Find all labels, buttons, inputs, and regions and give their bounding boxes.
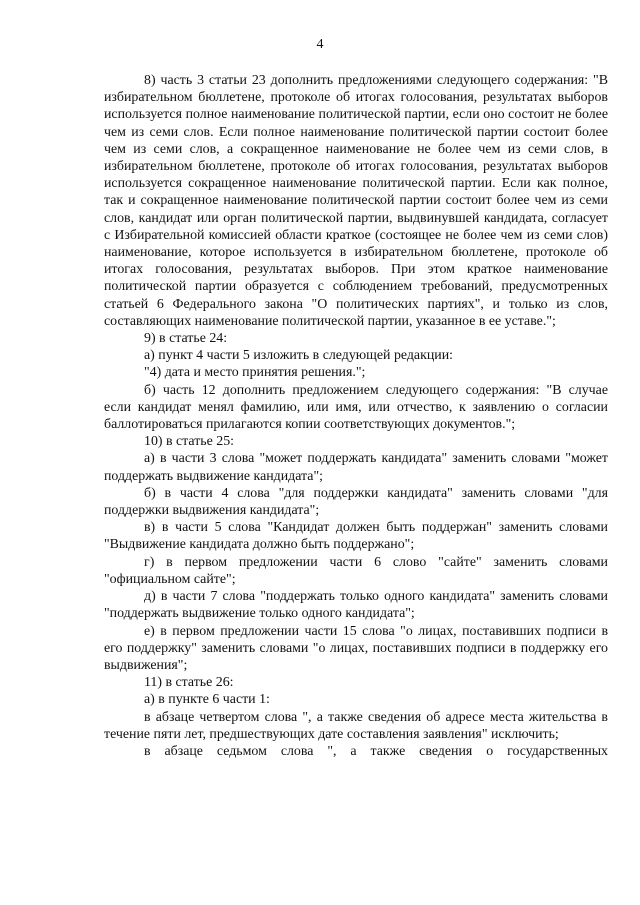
paragraph-amendment-9: 9) в статье 24: (144, 331, 228, 347)
paragraph-item-10f: е) в первом предложении части 15 слова "о лицах, поставивших подписи в его поддержку" заменить словами "о лицах, поставивших подписи в поддержку его выдвижения"; (104, 623, 608, 673)
paragraph-amendment-11: 11) в статье 26: (144, 675, 234, 691)
paragraph-item-11a-abzac-4: в абзаце четвертом слова ", а также сведения об адресе места жительства в течение пяти лет, предшествующих дате составления заявления" исключить; (104, 709, 608, 742)
paragraph-item-11a: а) в пункте 6 части 1: (144, 692, 270, 708)
paragraph-item-11a-abzac-7: в абзаце седьмом слова ", а также сведения о государственных (144, 743, 608, 759)
paragraph-item-10e: д) в части 7 слова "поддержать только одного кандидата" заменить словами "поддержать выдвижение только одного кандидата"; (104, 589, 608, 622)
document-body (104, 72, 608, 760)
paragraph-item-10a: а) в части 3 слова "может поддержать кандидата" заменить словами "может поддержать выдвижение кандидата"; (104, 451, 608, 484)
page-number: 4 (316, 37, 324, 52)
paragraph-item-10d: г) в первом предложении части 6 слово "сайте" заменить словами "официальном сайте"; (104, 554, 608, 587)
paragraph-item-9a-text: "4) дата и место принятия решения."; (144, 365, 366, 381)
paragraph-item-9b: б) часть 12 дополнить предложением следующего содержания: "В случае если кандидат менял фамилию, или имя, или отчество, к заявлению о согласии баллотироваться прилагаются копии соответствующих документов."; (104, 382, 608, 433)
paragraph-amendment-10: 10) в статье 25: (144, 434, 235, 450)
paragraph-item-10b: б) в части 4 слова "для поддержки кандидата" заменить словами "для поддержки выдвижения кандидата"; (104, 485, 608, 519)
paragraph-amendment-8: 8) часть 3 статьи 23 дополнить предложениями следующего содержания: "В избирательном бюллетене, протоколе об итогах голосования, результатах выборов используется полное наименование политической партии, если оно состоит не более чем из семи слов. Если полное наименование политической партии состоит более чем из семи слов, а сокращенное наименование не более чем из семи слов, в избирательном бюллетене, протоколе об итогах голосования, результатах выборов используется сокращенное наименование политической партии. Если как полное, так и сокращенное наименование политической партии состоит более чем из семи слов, кандидат или орган политической партии, выдвинувшей кандидата, согласует с Избирательной комиссией области краткое (состоящее не более чем из семи слов) наименование, которое используется в избирательном бюллетене, протоколе об итогах голосования, результатах выборов. При этом краткое наименование политической партии образуется с соблюдением требований, предусмотренных статьей 6 Федерального закона "О политических партиях", и только из слов, составляющих наименование политической партии, указанное в ее уставе."; (104, 73, 608, 329)
paragraph-item-10c: в) в части 5 слова "Кандидат должен быть поддержан" заменить словами "Выдвижение кандидата должно быть поддержано"; (104, 520, 608, 553)
paragraph-item-9a: а) пункт 4 части 5 изложить в следующей редакции: (144, 348, 454, 364)
